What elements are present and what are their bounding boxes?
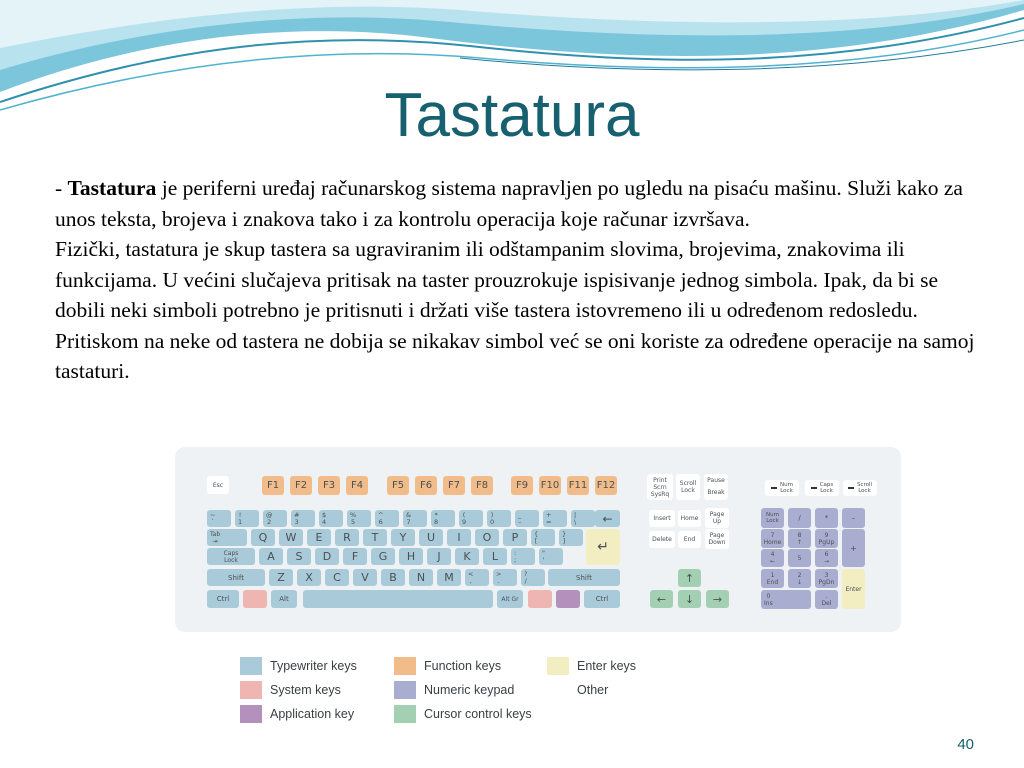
key-f8: F8: [471, 476, 493, 495]
key-np0: 0 Ins: [761, 590, 811, 609]
key-windows-right: [528, 590, 552, 608]
paragraph-lead: -: [55, 176, 68, 200]
key-row4-4: B: [381, 569, 405, 586]
key-enter: ↵: [586, 529, 620, 565]
keyboard-diagram: [175, 447, 901, 632]
key-f1: F1: [262, 476, 284, 495]
legend-item-cursor: [394, 705, 532, 723]
key-num-lock: Num Lock: [761, 508, 784, 528]
key-row3-9: : ;: [511, 548, 535, 565]
legend-label: Function keys: [424, 659, 502, 673]
key-f10: F10: [539, 476, 561, 495]
legend-label: Cursor control keys: [424, 707, 532, 721]
key-row3-0: A: [259, 548, 283, 565]
key-np-minus: –: [842, 508, 865, 528]
led-caps-lock-label: Caps Lock: [819, 482, 834, 494]
led-num-lock: [765, 480, 799, 496]
key-row4-0: Z: [269, 569, 293, 586]
key-alt-gr: Alt Gr: [497, 590, 523, 608]
led-scroll-lock-label: Scroll Lock: [856, 482, 873, 494]
key-esc: Esc: [207, 476, 229, 494]
key-row1-12: + =: [543, 510, 567, 527]
key-alt: Alt: [271, 590, 297, 608]
slide-body: [55, 173, 985, 387]
key-row4-6: M: [437, 569, 461, 586]
key-np-multiply: *: [815, 508, 838, 528]
key-row2-1: W: [279, 529, 303, 546]
legend-item-enter: [547, 657, 636, 675]
key-np7: 7 Home: [761, 529, 784, 548]
key-windows-left: [243, 590, 267, 608]
legend-item-system: [240, 681, 341, 699]
key-f6: F6: [415, 476, 437, 495]
key-row3-1: S: [287, 548, 311, 565]
key-page-up: Page Up: [705, 508, 729, 528]
key-row2-5: Y: [391, 529, 415, 546]
paragraph-physical: Fizički, tastatura je skup tastera sa ugraviranim ili odštampanim slovima, brojevima, znakovima ili funkcijama. U većini slučajeva pritisak na taster prouzrokuje ispisivanje jednog simbola. Ipak, da bi se dobili neki simboli potrebno je pritisnuti i držati više tastera istovremeno ili u određenom redosledu. Pritiskom na neke od tastera ne dobija se nikakav simbol već se oni koriste za određene operacije na samoj tastaturi.: [55, 237, 975, 383]
key-row2-3: R: [335, 529, 359, 546]
led-scroll-lock: [843, 480, 877, 496]
key-np-del: . Del: [815, 590, 838, 609]
key-row2-11: } ]: [559, 529, 583, 546]
key-np1: 1 End: [761, 569, 784, 588]
key-np-divide: /: [788, 508, 811, 528]
legend-swatch: [240, 657, 262, 675]
key-np-enter: Enter: [842, 569, 865, 609]
key-shift-right: Shift: [548, 569, 620, 586]
key-np4: 4 ←: [761, 549, 784, 567]
legend-item-application: [240, 705, 354, 723]
key-np-plus: +: [842, 529, 865, 567]
key-row2-8: O: [475, 529, 499, 546]
key-row2-0: Q: [251, 529, 275, 546]
key-np5: 5: [788, 549, 811, 567]
key-row4-9: ? /: [521, 569, 545, 586]
key-end: End: [678, 531, 701, 548]
key-f11: F11: [567, 476, 589, 495]
key-home: Home: [678, 510, 701, 527]
key-row1-9: ( 9: [459, 510, 483, 527]
key-shift-left: Shift: [207, 569, 265, 586]
key-arrow-down: ↓: [678, 590, 701, 608]
slide-title: Tastatura: [384, 81, 640, 150]
page-number: 40: [957, 736, 974, 753]
led-dot-icon: [811, 487, 817, 489]
key-row1-1: ! 1: [235, 510, 259, 527]
legend-label: Typewriter keys: [270, 659, 357, 673]
key-print-screen: Print Scrn SysRq: [647, 474, 673, 500]
key-row3-10: " ': [539, 548, 563, 565]
key-row2-4: T: [363, 529, 387, 546]
key-backspace: ←: [595, 510, 620, 527]
key-row1-10: ) 0: [487, 510, 511, 527]
legend-label: System keys: [270, 683, 341, 697]
key-row4-3: V: [353, 569, 377, 586]
key-row3-3: F: [343, 548, 367, 565]
key-np8: 8 ↑: [788, 529, 811, 548]
legend-swatch: [547, 681, 569, 699]
key-row2-10: { [: [531, 529, 555, 546]
key-row1-5: % 5: [347, 510, 371, 527]
key-row3-7: K: [455, 548, 479, 565]
legend-swatch: [547, 657, 569, 675]
key-arrow-left: ←: [650, 590, 673, 608]
key-f4: F4: [346, 476, 368, 495]
key-arrow-right: →: [706, 590, 729, 608]
key-row1-0: ~ `: [207, 510, 231, 527]
key-row1-7: & 7: [403, 510, 427, 527]
key-row2-7: I: [447, 529, 471, 546]
key-f12: F12: [595, 476, 617, 495]
key-menu: [556, 590, 580, 608]
key-row4-2: C: [325, 569, 349, 586]
key-np9: 9 PgUp: [815, 529, 838, 548]
key-row4-1: X: [297, 569, 321, 586]
legend-item-typewriter: [240, 657, 357, 675]
led-dot-icon: [848, 487, 854, 489]
key-row1-2: @ 2: [263, 510, 287, 527]
key-np3: 3 PgDn: [815, 569, 838, 588]
key-row1-11: _ –: [515, 510, 539, 527]
term-tastatura: Tastatura: [67, 176, 157, 200]
legend-label: Other: [577, 683, 609, 697]
key-row3-8: L: [483, 548, 507, 565]
legend-swatch: [240, 681, 262, 699]
key-ctrl-left: Ctrl: [207, 590, 239, 608]
key-np6: 6 →: [815, 549, 838, 567]
led-num-lock-label: Num Lock: [780, 482, 793, 494]
led-dot-icon: [771, 487, 777, 489]
key-row2-6: U: [419, 529, 443, 546]
key-row1-13: | \: [571, 510, 595, 527]
legend-swatch: [240, 705, 262, 723]
legend-swatch: [394, 681, 416, 699]
key-row3-5: H: [399, 548, 423, 565]
key-ctrl-right: Ctrl: [584, 590, 620, 608]
key-row1-6: ^ 6: [375, 510, 399, 527]
key-row2-9: P: [503, 529, 527, 546]
key-f7: F7: [443, 476, 465, 495]
led-caps-lock: [805, 480, 839, 496]
key-pause-break: Pause Break: [704, 474, 728, 500]
key-page-down: Page Down: [705, 529, 729, 549]
paragraph-definition-text: je periferni uređaj računarskog sistema napravljen po ugledu na pisaću mašinu. Služi kako za unos teksta, brojeva i znakova tako i za kontrolu operacija koje računar izvršava.: [55, 176, 963, 231]
key-spacebar: [303, 590, 493, 608]
key-insert: Insert: [649, 510, 675, 527]
key-f2: F2: [290, 476, 312, 495]
key-row1-4: $ 4: [319, 510, 343, 527]
key-row3-4: G: [371, 548, 395, 565]
legend-label: Numeric keypad: [424, 683, 515, 697]
key-f3: F3: [318, 476, 340, 495]
key-caps-lock: Caps Lock: [207, 548, 255, 565]
legend-swatch: [394, 657, 416, 675]
legend-swatch: [394, 705, 416, 723]
key-scroll-lock: Scroll Lock: [676, 474, 700, 500]
key-f9: F9: [511, 476, 533, 495]
key-row1-3: # 3: [291, 510, 315, 527]
key-row4-8: > .: [493, 569, 517, 586]
key-row3-2: D: [315, 548, 339, 565]
legend-item-function: [394, 657, 501, 675]
key-arrow-up: ↑: [678, 569, 701, 587]
keyboard-legend: [240, 654, 660, 734]
key-row4-5: N: [409, 569, 433, 586]
legend-label: Application key: [270, 707, 355, 721]
key-delete: Delete: [649, 531, 675, 548]
key-np2: 2 ↓: [788, 569, 811, 588]
key-row4-7: < ,: [465, 569, 489, 586]
legend-item-other: [547, 681, 608, 699]
key-tab: Tab ⇥: [207, 529, 247, 546]
legend-item-numeric: [394, 681, 514, 699]
paragraph-definition: [55, 173, 985, 234]
legend-label: Enter keys: [577, 659, 637, 673]
key-row3-6: J: [427, 548, 451, 565]
key-row2-2: E: [307, 529, 331, 546]
key-row1-8: * 8: [431, 510, 455, 527]
key-f5: F5: [387, 476, 409, 495]
